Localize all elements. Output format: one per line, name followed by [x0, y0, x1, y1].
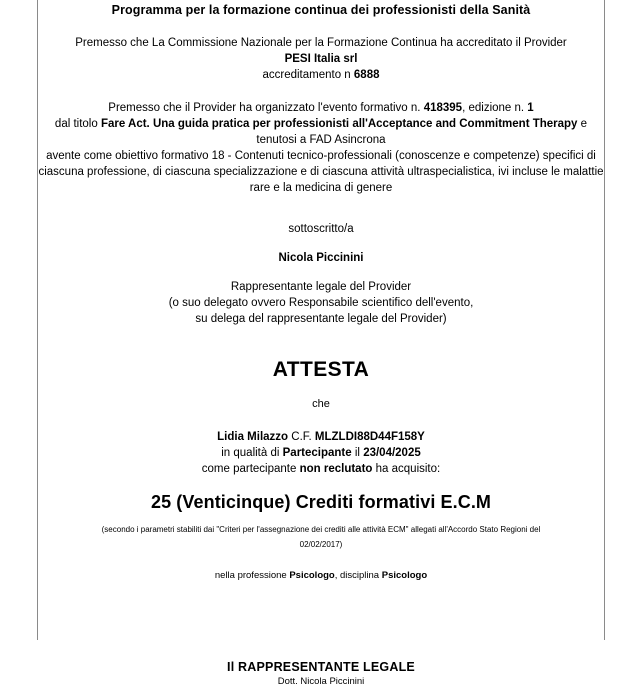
signatory-role-line-1	[38, 279, 604, 295]
spacer	[38, 383, 604, 396]
provider-name	[38, 51, 604, 67]
participant-role: Partecipante	[282, 447, 352, 459]
accreditation-label: accreditamento n	[262, 69, 351, 81]
signatory-role-2-text: (o suo delegato ovvero Responsabile scientifico dell'evento,	[168, 297, 474, 309]
event-delivery-mode: e tenutosi a FAD Asincrona	[256, 118, 588, 146]
accreditation-line	[38, 67, 604, 83]
spacer	[38, 237, 604, 250]
attestation-that-text: che	[312, 398, 330, 410]
discipline-label: , disciplina	[334, 570, 380, 581]
spacer	[38, 514, 604, 522]
event-edition-number: 1	[527, 102, 534, 114]
credits-footnote-1-text: (secondo i parametri stabiliti dai "Criteri per l'assegnazione dei crediti alle attività ECM" allegati all'Accordo Stato Regioni del	[101, 525, 541, 534]
participation-date: 23/04/2025	[363, 447, 421, 459]
profession-prefix: nella professione	[214, 570, 287, 581]
participant-line	[38, 429, 604, 445]
signatory-role-1-text: Rappresentante legale del Provider	[230, 281, 412, 293]
profession-line	[38, 569, 604, 583]
signature-block-title	[38, 659, 604, 675]
provider-premise-text: Premesso che La Commissione Nazionale per la Formazione Continua ha accreditato il Provider	[75, 37, 567, 49]
event-number: 418395	[423, 102, 463, 114]
spacer	[38, 634, 604, 651]
discipline-name: Psicologo	[381, 570, 428, 581]
subscriber-label	[38, 221, 604, 237]
spacer	[38, 651, 604, 659]
spacer	[38, 552, 604, 569]
fiscal-code: MLZLDI88D44F158Y	[314, 431, 425, 443]
participant-role-prefix: in qualità di	[221, 447, 280, 459]
spacer	[38, 344, 604, 357]
recruitment-line	[38, 461, 604, 477]
page-margin-rule-right	[604, 0, 605, 640]
participant-role-line	[38, 445, 604, 461]
recruitment-status: non reclutato	[299, 463, 373, 475]
credits-footnote-2-text: 02/02/2017)	[299, 540, 343, 549]
signatory-role-line-3	[38, 311, 604, 327]
signatory-name-text: Nicola Piccinini	[278, 252, 364, 264]
credits-footnote-line-1	[38, 522, 604, 537]
participation-date-prefix: il	[354, 447, 360, 459]
attestation-that	[38, 396, 604, 412]
credits-awarded-text: 25 (Venticinque) Crediti formativi E.C.M	[150, 492, 492, 512]
signature-block-name	[38, 675, 604, 689]
spacer	[38, 18, 604, 35]
signatory-name	[38, 250, 604, 266]
spacer	[38, 583, 604, 600]
signatory-role-line-2	[38, 295, 604, 311]
provider-name-text: PESI Italia srl	[284, 53, 358, 65]
signature-block-title-text: Il RAPPRESENTANTE LEGALE	[227, 660, 415, 674]
attestation-heading	[38, 357, 604, 383]
signatory-role-3-text: su delega del rappresentante legale del Provider)	[195, 313, 447, 325]
spacer	[38, 477, 604, 490]
attestation-heading-text: ATTESTA	[272, 358, 370, 381]
event-objective-text: avente come obiettivo formativo 18 - Contenuti tecnico-professionali (conoscenze e competenze) specifici di ciascuna professione, di ciascuna specializzazione e di ciascuna attività ultraspecialistica, ivi incluse le malattie rare e la medicina di genere	[38, 150, 604, 194]
spacer	[38, 83, 604, 100]
event-premise-line	[38, 100, 604, 116]
event-edition-label: , edizione n.	[462, 102, 525, 114]
spacer	[38, 196, 604, 213]
spacer	[38, 213, 604, 221]
fiscal-code-label: C.F.	[291, 431, 312, 443]
certificate-content	[38, 0, 604, 689]
spacer	[38, 600, 604, 617]
spacer	[38, 266, 604, 279]
recruitment-suffix: ha acquisito:	[375, 463, 441, 475]
accreditation-number: 6888	[353, 69, 380, 81]
signature-block-name-text: Dott. Nicola Piccinini	[277, 676, 365, 687]
event-title-label: dal titolo	[54, 118, 98, 130]
event-objective	[38, 148, 604, 196]
profession-name: Psicologo	[289, 570, 335, 581]
subscriber-label-text: sottoscritto/a	[288, 223, 354, 235]
recruitment-prefix: come partecipante	[201, 463, 297, 475]
spacer	[38, 327, 604, 344]
credits-awarded	[38, 490, 604, 514]
event-title-line	[38, 116, 604, 148]
event-premise-prefix: Premesso che il Provider ha organizzato l'evento formativo n.	[108, 102, 421, 114]
provider-premise-line	[38, 35, 604, 51]
participant-name: Lidia Milazzo	[217, 431, 289, 443]
credits-footnote-line-2	[38, 537, 604, 552]
page-title: Programma per la formazione continua dei professionisti della Sanità	[111, 3, 531, 17]
spacer	[38, 412, 604, 429]
event-title: Fare Act. Una guida pratica per professionisti all'Acceptance and Commitment Therapy	[100, 118, 578, 130]
spacer	[38, 617, 604, 634]
